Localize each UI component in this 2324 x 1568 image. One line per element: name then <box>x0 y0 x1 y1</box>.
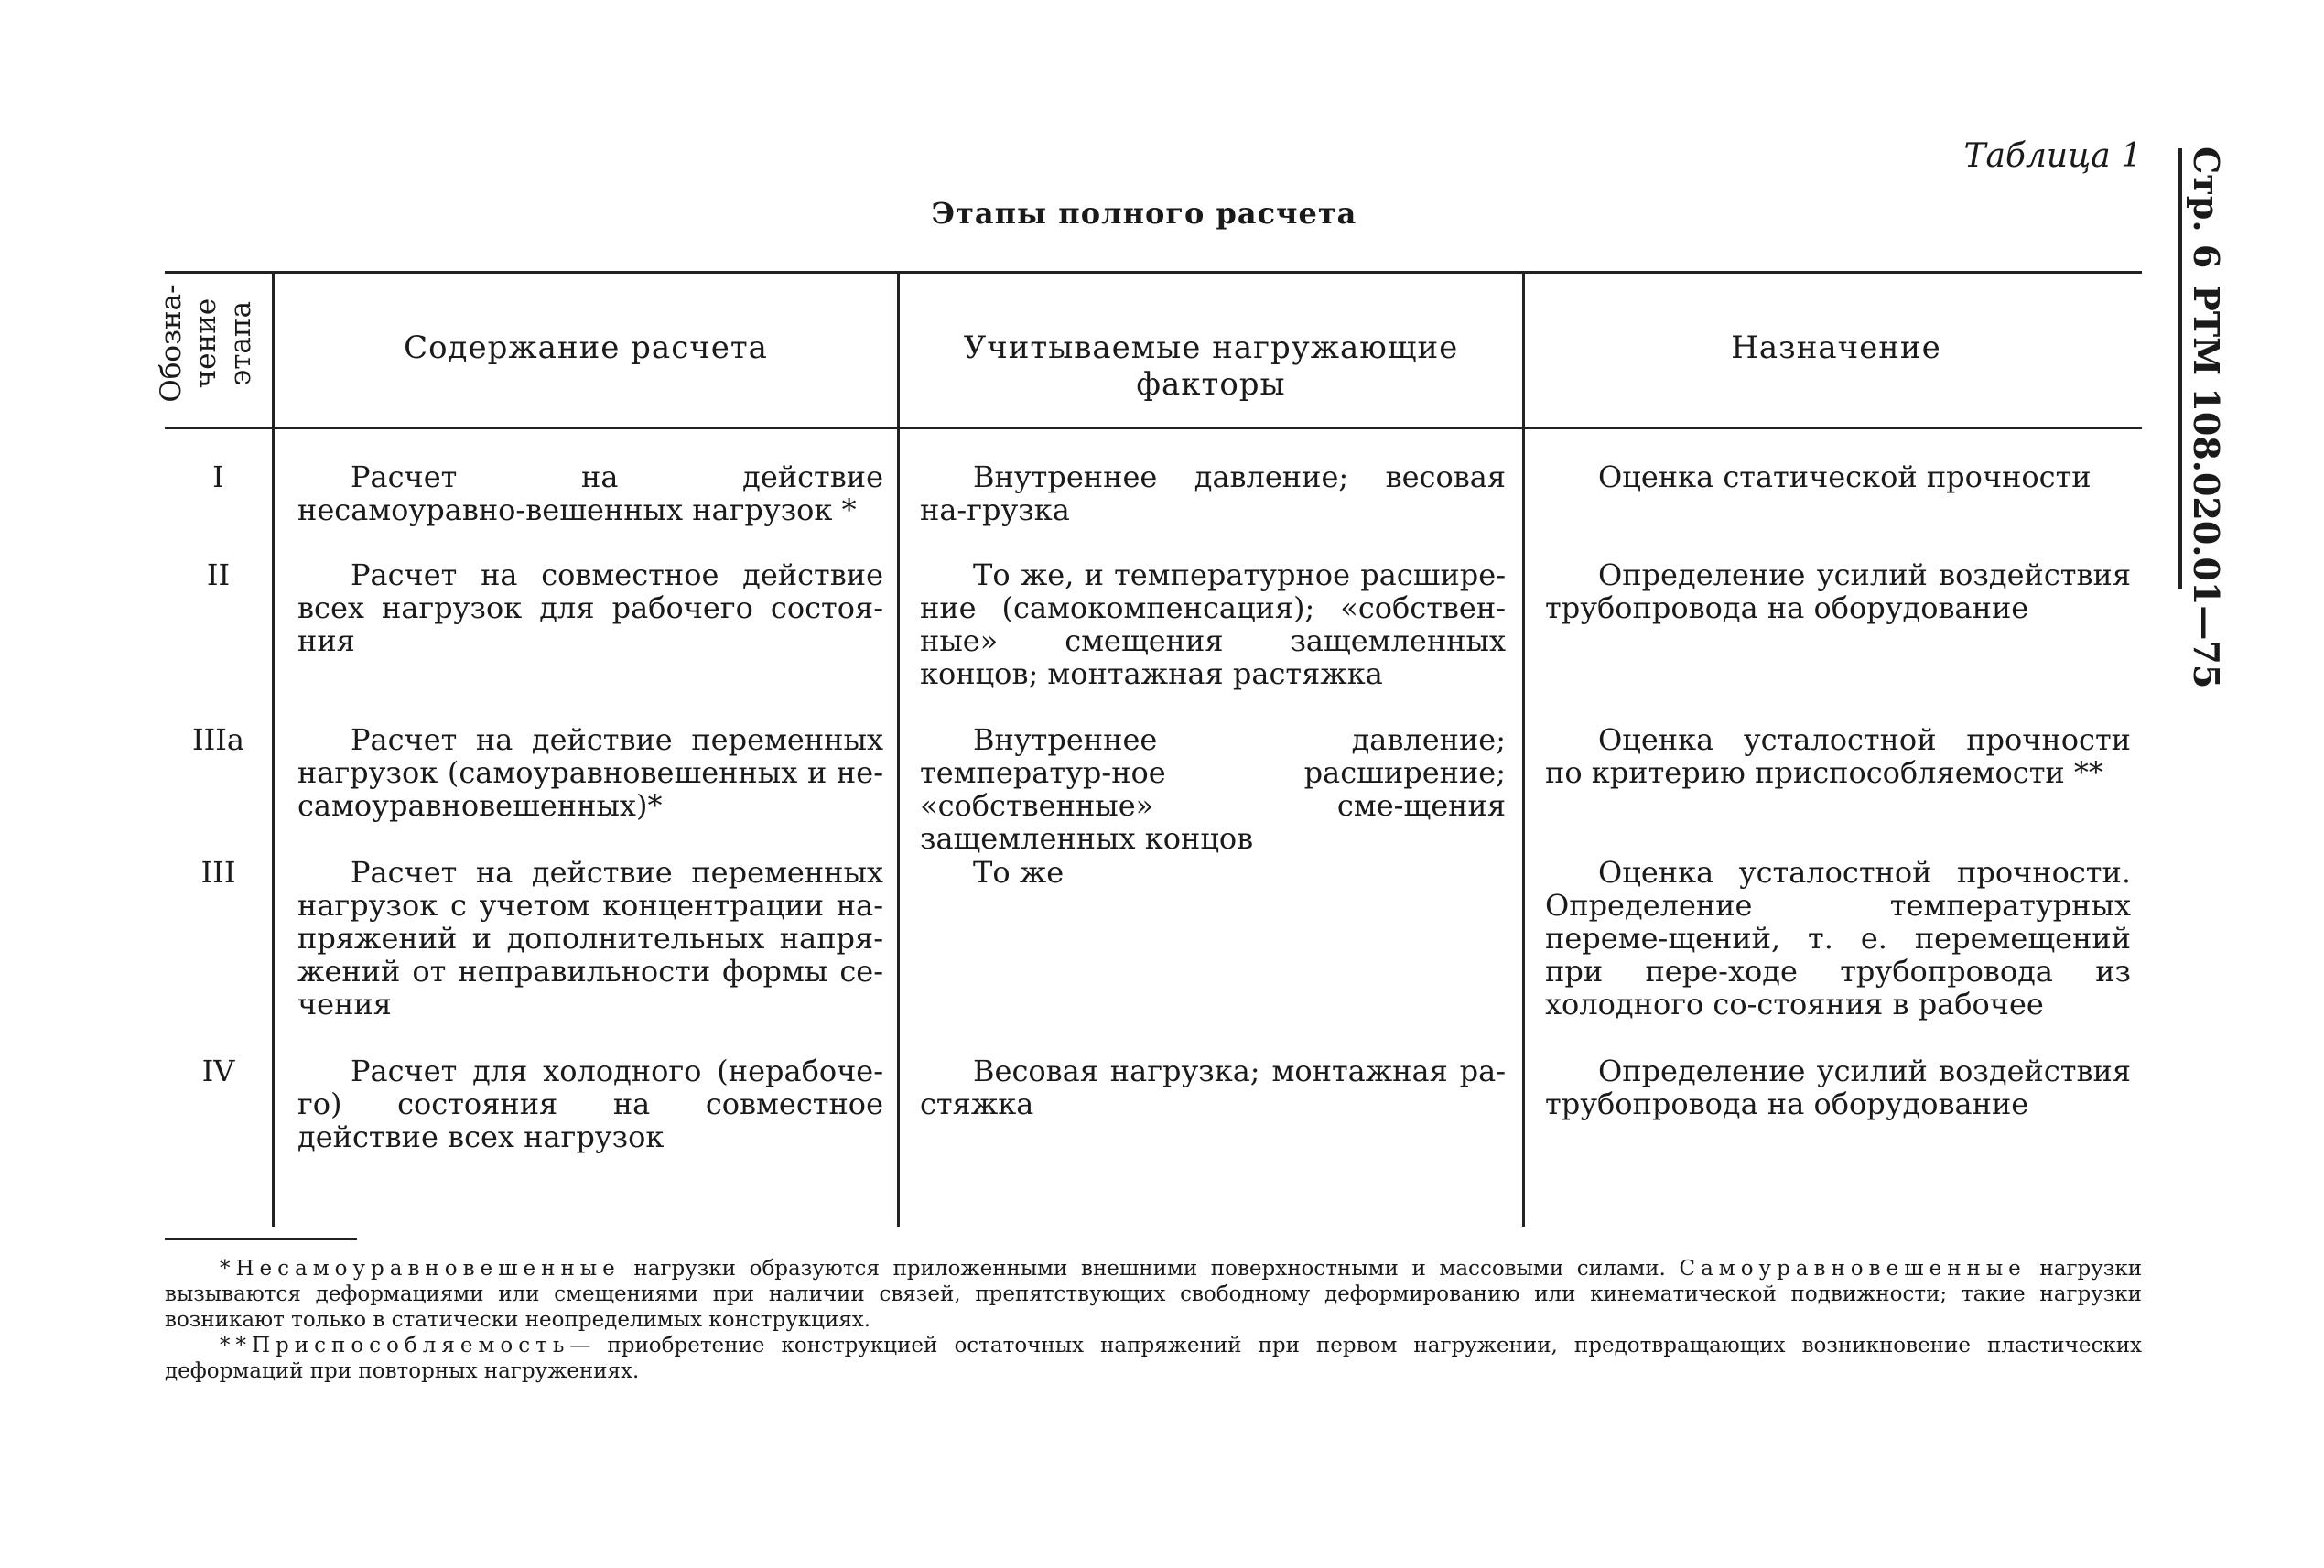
column-divider-3 <box>1522 273 1525 1227</box>
table-label: Таблица 1 <box>1963 137 2142 175</box>
table-row-factors: Внутреннее давление; весовая на-грузка <box>920 460 1506 527</box>
header-stage: Обозна-чение этапа <box>155 284 257 403</box>
header-bottom-rule <box>165 427 2142 429</box>
table-row-purpose: Определение усилий воздействия трубопровода на оборудование <box>1545 557 2131 625</box>
footnote-1-text: нагрузки образуются приложенными внешними поверхностными и массовыми силами. <box>633 1257 1666 1281</box>
document-code: РТМ 108.020.01—75 <box>2186 285 2228 689</box>
table-row-stage: II <box>206 557 231 592</box>
footnote-1-term-2: Самоуравновешенные <box>1679 1257 2027 1281</box>
table-row-stage: I <box>212 460 224 494</box>
footnote-1 <box>165 1256 2142 1333</box>
table-row-content: Расчет на действие переменных нагрузок (самоуравновешенных и не-самоуравновешенных)* <box>297 722 883 823</box>
table-row-factors: То же <box>973 855 1065 890</box>
footnotes <box>165 1256 2142 1384</box>
table-row-stage: IIIа <box>192 722 244 757</box>
table-row-factors: Внутреннее давление; температур-ное расширение; «собственные» сме-щения защемленных концов <box>920 722 1506 856</box>
table-title: Этапы полного расчета <box>931 196 1357 231</box>
table-row-content: Расчет на совместное действие всех нагрузок для рабочего состоя-ния <box>297 557 883 658</box>
table-row-content: Расчет для холодного (нерабоче-го) состояния на совместное действие всех нагрузок <box>297 1054 883 1154</box>
table-row-purpose: Определение усилий воздействия трубопровода на оборудование <box>1545 1054 2131 1121</box>
table-row-purpose: Оценка статической прочности <box>1598 460 2092 494</box>
header-factors: Учитываемые нагружающие факторы <box>963 330 1459 403</box>
table-row-content: Расчет на действие переменных нагрузок с учетом концентрации на-пряжений и дополнительных напря-жений от неправильности формы се-чения <box>297 855 883 1022</box>
side-reference <box>2175 146 2239 689</box>
page-number: Стр. 6 <box>2186 146 2228 269</box>
table-row-purpose: Оценка усталостной прочности. Определение температурных переме-щений, т. е. перемещений при пере-ходе трубопровода из холодного со-стояния в рабочее <box>1545 855 2131 1022</box>
table-row-stage: IV <box>201 1054 235 1088</box>
header-purpose: Назначение <box>1731 330 1941 366</box>
table-top-rule <box>165 271 2142 274</box>
table-row-purpose: Оценка усталостной прочности по критерию приспособляемости ** <box>1545 722 2131 790</box>
footnote-2-text: — приобретение конструкцией остаточных напряжений при первом нагружении, предотвращающих возникновение пластических деформаций при повторных нагружениях. <box>165 1334 2142 1383</box>
footnote-1-text-2: нагрузки вызываются деформациями или смещениями при наличии связей, препятствующих свободному деформированию или кинематической подвижности; такие нагрузки возникают только в статически неопределимых конструкциях. <box>165 1257 2143 1332</box>
table-row-content: Расчет на действие несамоуравно-вешенных нагрузок * <box>297 460 883 527</box>
table-row-factors: Весовая нагрузка; монтажная ра-стяжка <box>920 1054 1506 1121</box>
footnote-2-term: **Приспособляемость <box>220 1334 570 1357</box>
footnote-2 <box>165 1333 2142 1384</box>
footnote-1-term: *Несамоуравновешенные <box>220 1257 621 1281</box>
table-row-factors: То же, и температурное расшире-ние (самокомпенсация); «собствен-ные» смещения защемленных концов; монтажная растяжка <box>920 557 1506 691</box>
header-content: Содержание расчета <box>404 330 768 366</box>
footnote-rule <box>165 1238 357 1240</box>
column-divider-2 <box>897 273 900 1227</box>
table-row-stage: III <box>200 855 236 890</box>
